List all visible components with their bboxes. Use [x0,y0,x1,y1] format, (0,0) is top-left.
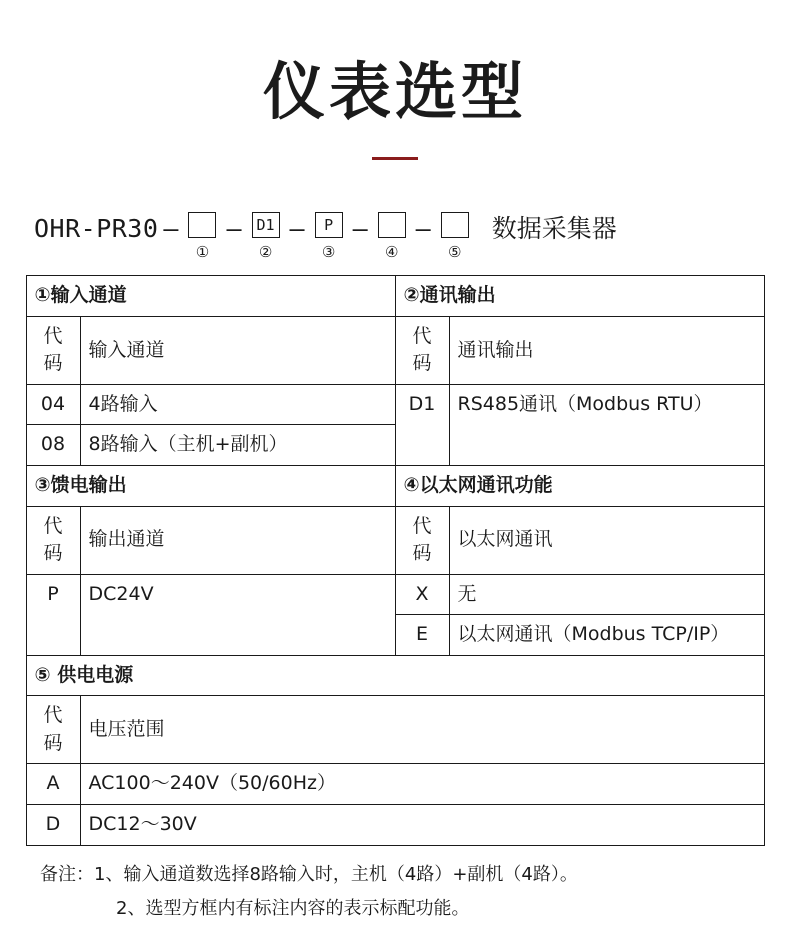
feed-empty-desc [80,615,395,656]
model-code-row [0,208,790,261]
model-slot-3[interactable] [310,208,348,261]
model-slot-2[interactable] [247,208,285,261]
feed-empty-code [26,615,80,656]
col-head-feed-desc: 输出通道 [80,506,395,574]
comm-code-d1: D1 [395,384,449,425]
model-slot-2-box[interactable]: D1 [252,212,280,238]
col-head-comm-desc: 通讯输出 [449,316,764,384]
section-heading-comm-output: ②通讯输出 [395,276,764,317]
table-row [26,466,764,507]
page-title: 仪表选型 [262,55,527,128]
section-heading-supply: ⑤ 供电电源 [26,655,764,696]
feed-desc-p: DC24V [80,574,395,615]
model-prefix: OHR-PR30 [34,214,159,244]
eth-code-x: X [395,574,449,615]
col-head-supply-code: 代码 [26,696,80,764]
comm-empty-code [395,425,449,466]
col-head-comm-code: 代码 [395,316,449,384]
model-dash-2: — [226,214,242,244]
eth-desc-x: 无 [449,574,764,615]
note-line-1: 备注：1、输入通道数选择8路输入时，主机（4路）+副机（4路）。 [40,863,578,885]
table-row [26,276,764,317]
col-head-feed-code: 代码 [26,506,80,574]
comm-desc-d1: RS485通讯（Modbus RTU） [449,384,764,425]
table-row [26,655,764,696]
model-slot-3-marker: ③ [321,244,336,262]
input-code-04: 04 [26,384,80,425]
input-code-08: 08 [26,425,80,466]
table-row [26,696,764,764]
table-row [26,574,764,615]
model-dash-1: — [163,214,179,244]
model-slot-1[interactable] [183,208,221,261]
eth-code-e: E [395,615,449,656]
model-slot-5-box[interactable] [441,212,469,238]
feed-code-p: P [26,574,80,615]
note-line-2: 2、选型方框内有标注内容的表示标配功能。 [116,897,470,919]
model-slot-4-marker: ④ [384,244,399,262]
model-dash-4: — [352,214,368,244]
table-row [26,384,764,425]
table-row [26,506,764,574]
model-slot-5-marker: ⑤ [448,244,462,262]
model-slot-3-box[interactable]: P [315,212,343,238]
table-row [26,316,764,384]
section-heading-ethernet: ④以太网通讯功能 [395,466,764,507]
title-divider [372,157,418,160]
col-head-eth-code: 代码 [395,506,449,574]
model-slot-1-marker: ① [195,244,210,262]
input-desc-04: 4路输入 [80,384,395,425]
model-slot-4[interactable] [373,208,411,261]
section-heading-input-channel: ①输入通道 [26,276,395,317]
table-row [26,615,764,656]
model-dash-3: — [289,214,305,244]
col-head-supply-desc: 电压范围 [80,696,764,764]
table-row [26,425,764,466]
selection-table [26,275,765,845]
input-desc-08: 8路输入（主机+副机） [80,425,395,466]
model-slot-4-box[interactable] [378,212,406,238]
table-row [26,764,764,805]
model-slot-5[interactable] [436,208,474,261]
col-head-input-desc: 输入通道 [80,316,395,384]
supply-code-a: A [26,764,80,805]
notes-block [0,858,790,926]
model-slot-2-marker: ② [258,244,273,262]
supply-desc-a: AC100～240V（50/60Hz） [80,764,764,805]
col-head-eth-desc: 以太网通讯 [449,506,764,574]
model-slot-1-box[interactable] [188,212,216,238]
section-heading-power-feed: ③馈电输出 [26,466,395,507]
eth-desc-e: 以太网通讯（Modbus TCP/IP） [449,615,764,656]
col-head-input-code: 代码 [26,316,80,384]
table-row [26,804,764,845]
model-dash-5: — [415,214,431,244]
model-suffix: 数据采集器 [491,214,617,244]
supply-desc-d: DC12～30V [80,804,764,845]
supply-code-d: D [26,804,80,845]
comm-empty-desc [449,425,764,466]
